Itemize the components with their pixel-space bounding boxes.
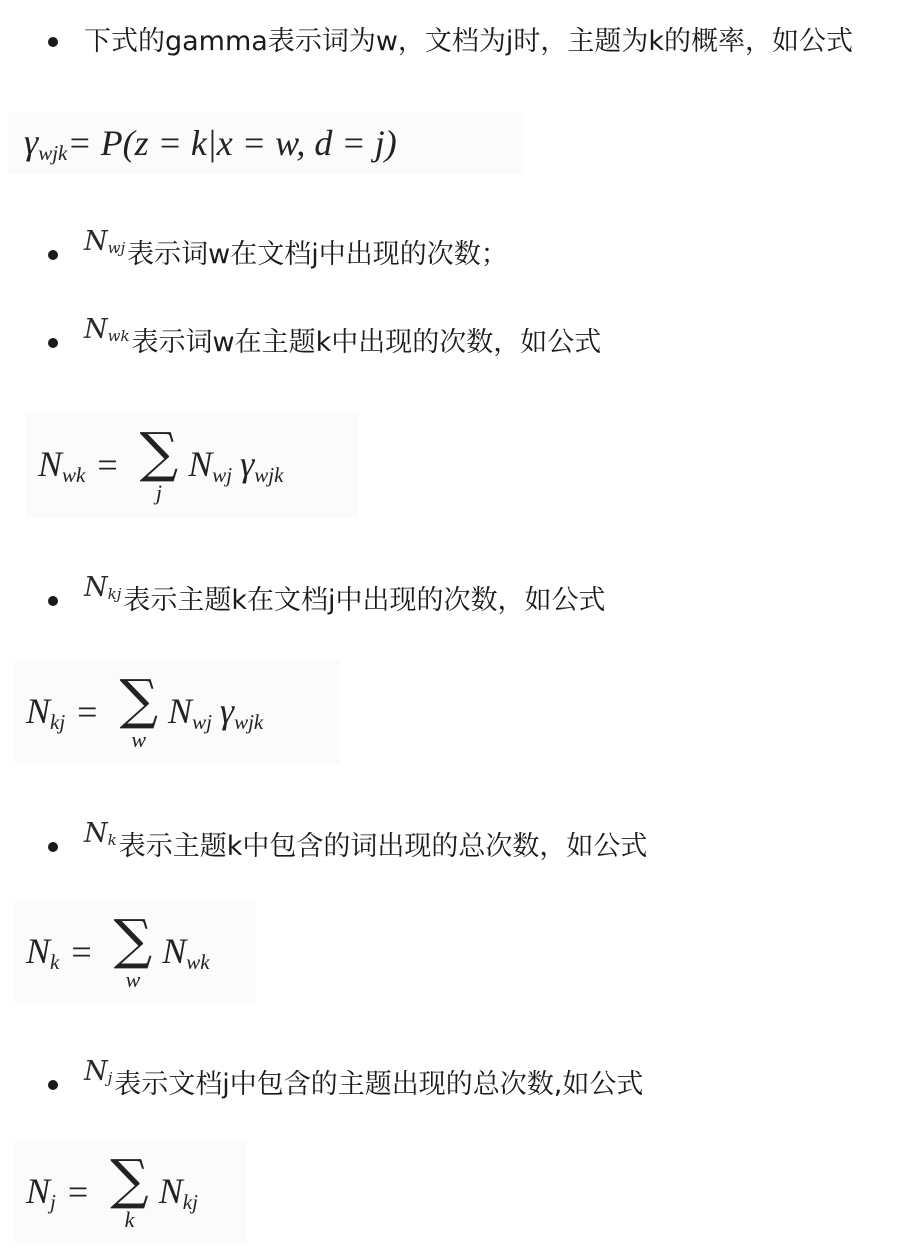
formula-nk (14, 900, 256, 1004)
formula-nwk (26, 412, 358, 518)
formula-term-n: $N_{wk}$ (162, 930, 210, 974)
formula-equals: = (77, 692, 98, 732)
symbol-nj: $N_j$ (84, 1056, 113, 1087)
bullet-dot (48, 596, 58, 606)
bullet-text: 表示词w在文档j中出现的次数； (127, 239, 508, 270)
bullet-nk-definition (48, 818, 648, 870)
bullet-dot (48, 37, 58, 47)
symbol-nk: $N_k$ (84, 818, 117, 849)
formula-lhs: $N_{kj}$ (26, 690, 66, 734)
bullet-dot (48, 842, 58, 852)
bullet-dot (48, 338, 58, 348)
bullet-gamma-definition (48, 22, 853, 62)
formula-nkj (14, 660, 340, 764)
bullet-dot (48, 250, 58, 260)
formula-lhs: $N_{wk}$ (38, 443, 86, 487)
formula-term-gamma: $\gamma_{wjk}$ (219, 690, 264, 734)
symbol-nwk: $N_{wk}$ (84, 314, 130, 345)
formula-equals: = (97, 445, 118, 485)
formula-term-n: $N_{wj}$ (188, 443, 233, 487)
bullet-text: 表示主题k中包含的词出现的总次数，如公式 (118, 831, 648, 862)
formula-equals: = (67, 1172, 89, 1212)
bullet-nj-definition (48, 1056, 644, 1108)
formula-term-n: $N_{kj}$ (158, 1170, 198, 1214)
formula-nj (14, 1140, 246, 1244)
bullet-text: 下式的gamma表示词为w，文档为j时，主题为k的概率，如公式 (84, 26, 854, 57)
formula-equals: = (71, 932, 92, 972)
formula-rhs: = P(z = k|x = w, d = j) (67, 123, 397, 163)
bullet-dot (48, 1080, 58, 1090)
bullet-text: 表示词w在主题k中出现的次数，如公式 (131, 327, 602, 358)
sum-symbol: ∑ j (139, 421, 179, 505)
sum-symbol: ∑ k (110, 1148, 149, 1232)
formula-lhs: $N_k$ (26, 930, 60, 974)
bullet-text: 表示主题k在文档j中出现的次数，如公式 (123, 585, 606, 616)
formula-lhs: $\gamma_{wjk}$ (24, 121, 68, 165)
symbol-nwj: $N_{wj}$ (84, 226, 126, 257)
symbol-nkj: $N_{kj}$ (84, 572, 122, 603)
bullet-text: 表示文档j中包含的主题出现的总次数,如公式 (114, 1069, 644, 1100)
sum-symbol: ∑ w (119, 668, 159, 752)
bullet-nwk-definition (48, 314, 602, 366)
bullet-nkj-definition (48, 572, 606, 624)
formula-gamma (8, 112, 524, 174)
bullet-nwj-definition (48, 226, 508, 278)
formula-lhs: $N_j$ (26, 1170, 56, 1214)
formula-term-gamma: $\gamma_{wjk}$ (240, 443, 284, 487)
formula-term-n: $N_{wj}$ (168, 690, 212, 734)
sum-symbol: ∑ w (113, 908, 153, 992)
